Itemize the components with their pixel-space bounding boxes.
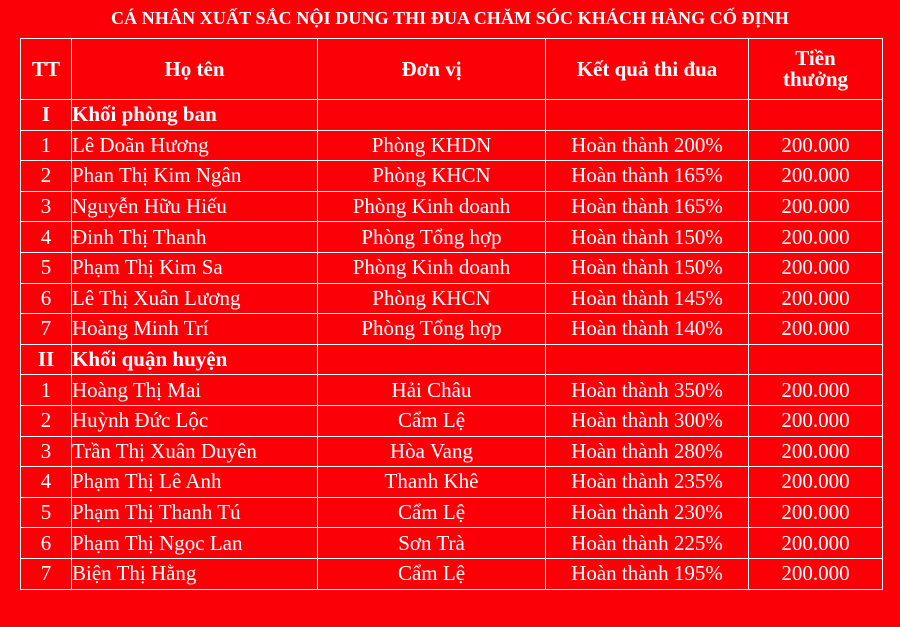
- row-name: Phạm Thị Ngọc Lan: [72, 528, 318, 559]
- row-result: Hoàn thành 225%: [546, 528, 749, 559]
- row-index: 6: [21, 283, 72, 314]
- header-reward: [749, 39, 883, 100]
- table-row: [21, 222, 883, 253]
- table-row: [21, 191, 883, 222]
- table-row: [21, 528, 883, 559]
- table-row: [21, 436, 883, 467]
- row-name: Hoàng Minh Trí: [72, 314, 318, 345]
- row-result: Hoàn thành 235%: [546, 467, 749, 498]
- row-result: Hoàn thành 230%: [546, 497, 749, 528]
- row-result: Hoàn thành 150%: [546, 252, 749, 283]
- section-row: [21, 100, 883, 131]
- row-reward: 200.000: [749, 558, 883, 589]
- header-reward-line1: Tiền: [795, 46, 836, 70]
- row-reward: 200.000: [749, 161, 883, 192]
- row-index: 5: [21, 252, 72, 283]
- row-index: 2: [21, 405, 72, 436]
- row-reward: 200.000: [749, 528, 883, 559]
- row-index: 4: [21, 467, 72, 498]
- row-index: 4: [21, 222, 72, 253]
- row-result: Hoàn thành 140%: [546, 314, 749, 345]
- row-result: Hoàn thành 195%: [546, 558, 749, 589]
- row-name: Phạm Thị Lê Anh: [72, 467, 318, 498]
- header-reward-line2: thưởng: [782, 67, 849, 91]
- row-index: 3: [21, 436, 72, 467]
- row-reward: 200.000: [749, 314, 883, 345]
- row-name: Biện Thị Hằng: [72, 558, 318, 589]
- row-index: 1: [21, 375, 72, 406]
- row-name: Phạm Thị Kim Sa: [72, 252, 318, 283]
- row-reward: 200.000: [749, 436, 883, 467]
- table-row: [21, 375, 883, 406]
- table-row: [21, 497, 883, 528]
- section-empty-reward: [749, 344, 883, 375]
- row-index: 2: [21, 161, 72, 192]
- row-index: 7: [21, 314, 72, 345]
- header-result: Kết quả thi đua: [546, 39, 749, 100]
- results-table: [20, 38, 883, 590]
- row-result: Hoàn thành 350%: [546, 375, 749, 406]
- row-unit: Phòng Kinh doanh: [318, 191, 546, 222]
- row-name: Nguyễn Hữu Hiếu: [72, 191, 318, 222]
- row-index: 6: [21, 528, 72, 559]
- row-reward: 200.000: [749, 405, 883, 436]
- row-reward: 200.000: [749, 375, 883, 406]
- row-unit: Phòng KHDN: [318, 130, 546, 161]
- section-row: [21, 344, 883, 375]
- section-empty-reward: [749, 100, 883, 131]
- row-reward: 200.000: [749, 252, 883, 283]
- table-body: [21, 100, 883, 590]
- row-name: Lê Doãn Hương: [72, 130, 318, 161]
- row-result: Hoàn thành 165%: [546, 161, 749, 192]
- row-reward: 200.000: [749, 497, 883, 528]
- row-unit: Phòng Tổng hợp: [318, 222, 546, 253]
- row-index: 3: [21, 191, 72, 222]
- row-unit: Phòng Tổng hợp: [318, 314, 546, 345]
- row-index: 1: [21, 130, 72, 161]
- row-name: Phan Thị Kim Ngân: [72, 161, 318, 192]
- row-result: Hoàn thành 145%: [546, 283, 749, 314]
- table-row: [21, 405, 883, 436]
- row-reward: 200.000: [749, 222, 883, 253]
- section-empty-unit: [318, 100, 546, 131]
- row-name: Phạm Thị Thanh Tú: [72, 497, 318, 528]
- section-empty-result: [546, 100, 749, 131]
- table-row: [21, 161, 883, 192]
- document-title: CÁ NHÂN XUẤT SẮC NỘI DUNG THI ĐUA CHĂM SÓC KHÁCH HÀNG CỐ ĐỊNH: [111, 8, 789, 28]
- table-row: [21, 130, 883, 161]
- row-name: Đinh Thị Thanh: [72, 222, 318, 253]
- row-name: Hoàng Thị Mai: [72, 375, 318, 406]
- header-name: Họ tên: [72, 39, 318, 100]
- table-header-row: [21, 39, 883, 100]
- row-unit: Cẩm Lệ: [318, 405, 546, 436]
- header-tt: TT: [21, 39, 72, 100]
- table-row: [21, 252, 883, 283]
- row-unit: Phòng KHCN: [318, 161, 546, 192]
- row-unit: Thanh Khê: [318, 467, 546, 498]
- row-reward: 200.000: [749, 283, 883, 314]
- row-result: Hoàn thành 165%: [546, 191, 749, 222]
- section-title: Khối phòng ban: [72, 100, 318, 131]
- row-name: Huỳnh Đức Lộc: [72, 405, 318, 436]
- row-index: 7: [21, 558, 72, 589]
- row-unit: Phòng Kinh doanh: [318, 252, 546, 283]
- row-result: Hoàn thành 200%: [546, 130, 749, 161]
- section-index: I: [21, 100, 72, 131]
- row-reward: 200.000: [749, 191, 883, 222]
- table-row: [21, 283, 883, 314]
- row-unit: Sơn Trà: [318, 528, 546, 559]
- section-title: Khối quận huyện: [72, 344, 318, 375]
- row-unit: Hòa Vang: [318, 436, 546, 467]
- table-row: [21, 467, 883, 498]
- row-unit: Cẩm Lệ: [318, 497, 546, 528]
- row-reward: 200.000: [749, 130, 883, 161]
- table-row: [21, 558, 883, 589]
- section-empty-result: [546, 344, 749, 375]
- row-result: Hoàn thành 280%: [546, 436, 749, 467]
- row-result: Hoàn thành 150%: [546, 222, 749, 253]
- table-row: [21, 314, 883, 345]
- header-unit: Đơn vị: [318, 39, 546, 100]
- row-name: Trần Thị Xuân Duyên: [72, 436, 318, 467]
- row-name: Lê Thị Xuân Lương: [72, 283, 318, 314]
- row-unit: Hải Châu: [318, 375, 546, 406]
- row-reward: 200.000: [749, 467, 883, 498]
- row-index: 5: [21, 497, 72, 528]
- row-unit: Phòng KHCN: [318, 283, 546, 314]
- row-unit: Cẩm Lệ: [318, 558, 546, 589]
- section-empty-unit: [318, 344, 546, 375]
- section-index: II: [21, 344, 72, 375]
- row-result: Hoàn thành 300%: [546, 405, 749, 436]
